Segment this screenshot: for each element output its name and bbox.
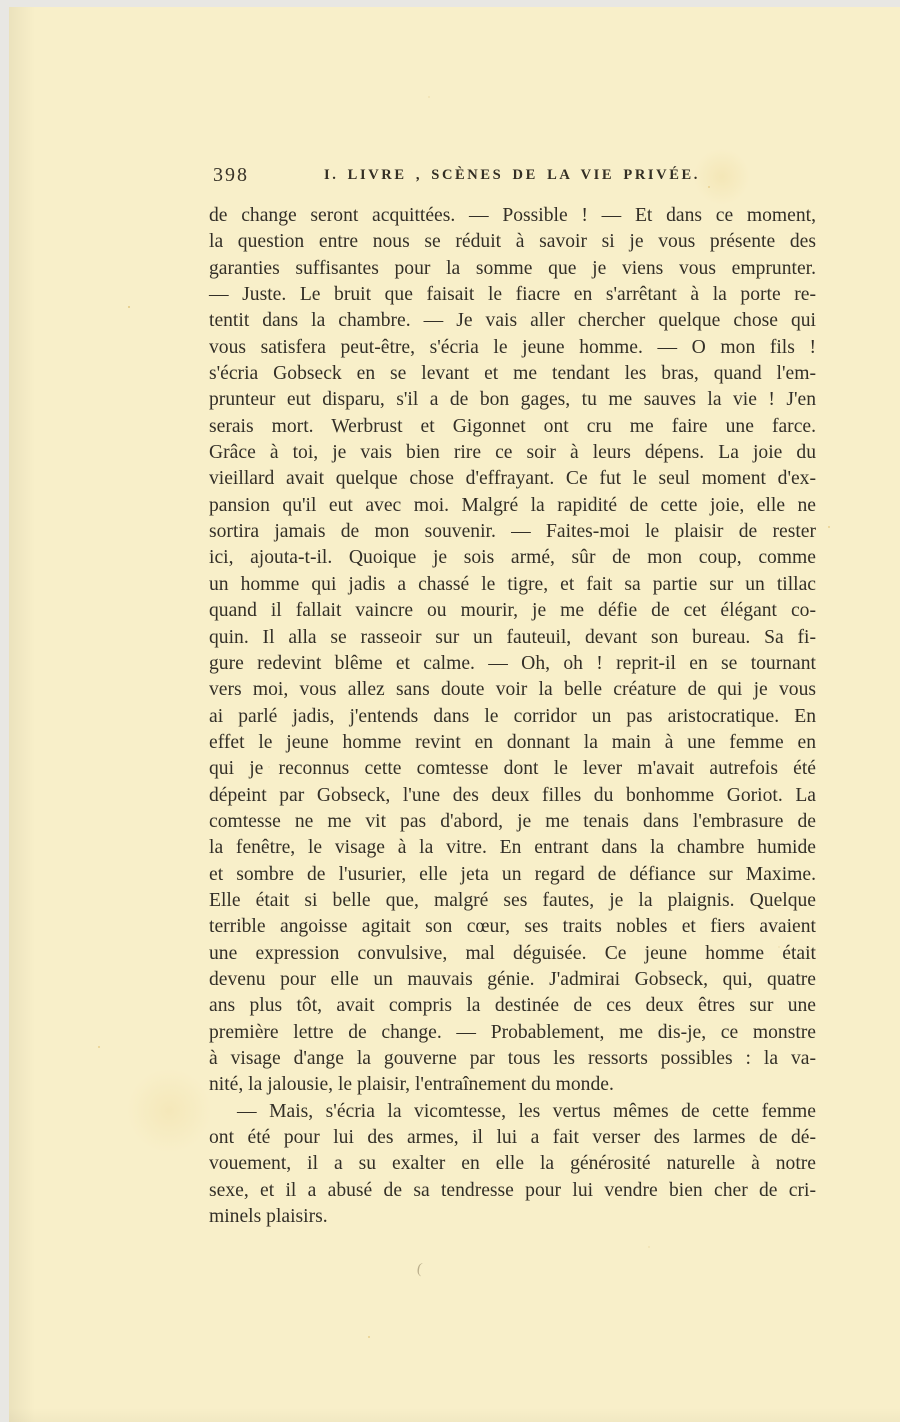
text-line: sortira jamais de mon souvenir. — Faites-moi le plaisir de rester [209,521,816,543]
text-line: de change seront acquittées. — Possible ! — Et dans ce moment, [209,205,816,226]
page-number: 398 [213,164,249,186]
text-line: Elle était si belle que, malgré ses fautes, je la plaignis. Quelque [209,889,816,911]
text-block [209,203,816,1230]
text-line: dépeint par Gobseck, l'une des deux filles du bonhomme Goriot. La [209,784,816,806]
text-line: nité, la jalousie, le plaisir, l'entraînement du monde. [209,1074,614,1096]
text-line: à visage d'ange la gouverne par tous les ressorts possibles : la va- [209,1048,816,1069]
text-line: la fenêtre, le visage à la vitre. En entrant dans la chambre humide [209,837,816,859]
running-head [209,164,815,190]
text-line: — Juste. Le bruit que faisait le fiacre en s'arrêtant à la porte re- [209,284,816,306]
text-line: vouement, il a su exalter en elle la générosité naturelle à notre [209,1153,816,1175]
text-line: ai parlé jadis, j'entends dans le corridor un pas aristocratique. En [209,705,816,727]
text-line: pansion qu'il eut avec moi. Malgré la rapidité de cette joie, elle ne [209,494,816,516]
text-line: la question entre nous se réduit à savoir si je vous présente des [209,231,816,253]
text-line: quand il fallait vaincre ou mourir, je me défie de cet élégant co- [209,600,816,622]
text-line: serais mort. Werbrust et Gigonnet ont cru me faire une farce. [209,415,816,437]
text-line: une expression convulsive, mal déguisée. Ce jeune homme était [209,942,816,964]
text-line: garanties suffisantes pour la somme que je viens vous emprunter. [209,257,816,279]
text-line: et sombre de l'usurier, elle jeta un regard de défiance sur Maxime. [209,863,816,885]
text-line: prunteur eut disparu, s'il a de bon gages, tu me sauves la vie ! J'en [209,389,816,411]
text-line: première lettre de change. — Probablement, me dis-je, ce monstre [209,1021,816,1043]
text-line: comtesse ne me vit pas d'abord, je me tenais dans l'embrasure de [209,810,816,832]
text-line: ici, ajouta-t-il. Quoique je sois armé, sûr de mon coup, comme [209,547,816,569]
text-line: tentit dans la chambre. — Je vais aller chercher quelque chose qui [209,310,816,332]
text-line: vers moi, vous allez sans doute voir la belle créature de qui je vous [209,679,816,701]
text-line: sexe, et il a abusé de sa tendresse pour lui vendre bien cher de cri- [209,1179,816,1201]
text-line: gure redevint blême et calme. — Oh, oh ! reprit-il en se tournant [209,652,816,674]
running-title: I. LIVRE , SCÈNES DE LA VIE PRIVÉE. [323,167,701,183]
text-line: effet le jeune homme revint en donnant la main à une femme en [209,731,816,753]
text-line: ans plus tôt, avait compris la destinée de ces deux êtres sur une [209,995,816,1017]
text-line: terrible angoisse agitait son cœur, ses traits nobles et fiers avaient [209,916,816,938]
text-line: un homme qui jadis a chassé le tigre, et fait sa partie sur un tillac [209,573,816,595]
paper-sheet [9,7,900,1422]
text-line: s'écria Gobseck en se levant et me tendant les bras, quand l'em- [209,363,816,385]
text-line: — Mais, s'écria la vicomtesse, les vertus mêmes de cette femme [237,1100,816,1122]
text-line: devenu pour elle un mauvais génie. J'admirai Gobseck, qui, quatre [209,968,816,990]
text-line: vous satisfera peut-être, s'écria le jeune homme. — O mon fils ! [209,336,816,358]
text-line: minels plaisirs. [209,1206,328,1228]
text-line: vieillard avait quelque chose d'effrayant. Ce fut le seul moment d'ex- [209,468,816,490]
text-line: Grâce à toi, je vais bien rire ce soir à leurs dépens. La joie du [209,442,816,464]
text-line: qui je reconnus cette comtesse dont le lever m'avait autrefois été [209,758,816,780]
text-line: ont été pour lui des armes, il lui a fait verser des larmes de dé- [209,1127,816,1149]
text-line: quin. Il alla se rasseoir sur un fauteuil, devant son bureau. Sa fi- [209,626,816,648]
stray-print-mark: ( [415,1260,424,1278]
